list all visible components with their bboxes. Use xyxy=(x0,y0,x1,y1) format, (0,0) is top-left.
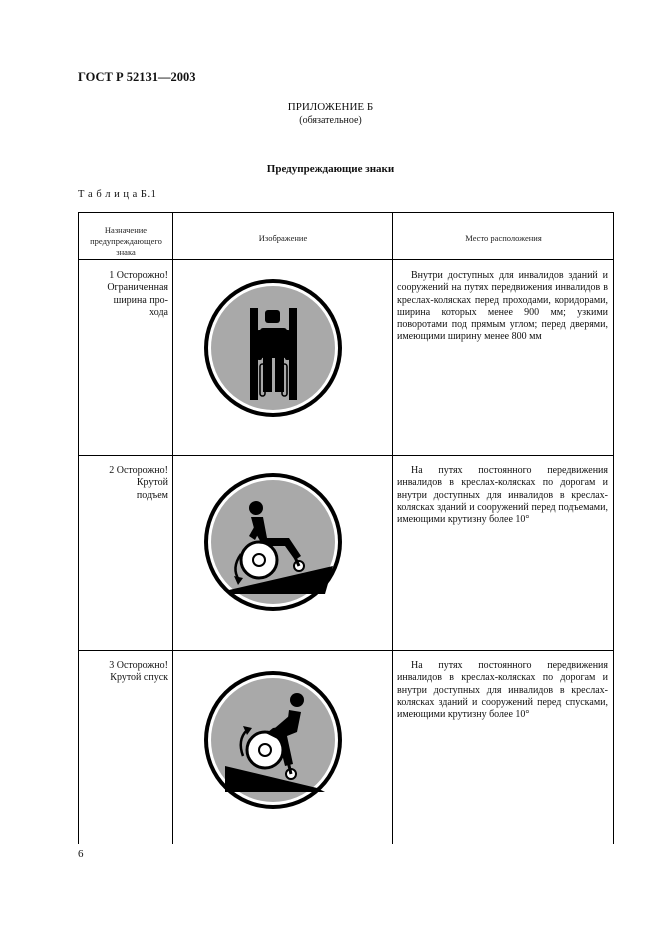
row-3-location: На путях постоянного передвижения инвалидов в креслах-колясках по дорогам и внутри доступных для инвалидов в креслах-колясках зданий и сооружений перед спусками, имеющими крутизну более 10° xyxy=(397,660,608,721)
annex-title: ПРИЛОЖЕНИЕ Б xyxy=(287,101,374,113)
header-image: Изображение xyxy=(258,233,308,243)
row-3-name: 3 Осторожно! Крутой спуск xyxy=(109,660,168,684)
page-number: 6 xyxy=(78,848,84,860)
annex-status: (обязательное) xyxy=(299,115,362,126)
column-divider-2 xyxy=(392,212,393,844)
table-right-border xyxy=(613,212,614,844)
row-2-name: 2 Осторожно! Крутой подъем xyxy=(109,465,168,501)
row-1-name: 1 Осторожно! Ограниченная ширина про- хода xyxy=(107,270,168,318)
row-1-bottom-border xyxy=(78,455,614,456)
steep-descent-sign-icon xyxy=(203,670,343,810)
column-divider-1 xyxy=(172,212,173,844)
row-1-location: Внутри доступных для инвалидов зданий и сооружений на путях передвижения инвалидов в креслах-колясках перед проходами, коридорами, ширина которых менее 900 мм; узкими поворотами под прямым углом; перед дверями, имеющими ширину менее 800 мм xyxy=(397,270,608,343)
header-bottom-border xyxy=(78,259,614,260)
section-heading: Предупреждающие знаки xyxy=(266,163,395,175)
narrow-passage-sign-icon xyxy=(203,278,343,418)
table-left-border xyxy=(78,212,79,844)
row-2-bottom-border xyxy=(78,650,614,651)
steep-ascent-sign-icon xyxy=(203,472,343,612)
header-purpose: Назначение предупреждающего знака xyxy=(90,225,162,257)
standard-number: ГОСТ Р 52131—2003 xyxy=(78,70,196,84)
header-location: Место расположения xyxy=(465,233,542,243)
table-top-border xyxy=(78,212,614,213)
table-label: Т а б л и ц а Б.1 xyxy=(78,189,157,200)
annex-header xyxy=(0,101,661,127)
row-2-location: На путях постоянного передвижения инвалидов в креслах-колясках по дорогам и внутри доступных для инвалидов в креслах-колясках зданий и сооружений перед подъемами, имеющими крутизну более 10° xyxy=(397,465,608,526)
